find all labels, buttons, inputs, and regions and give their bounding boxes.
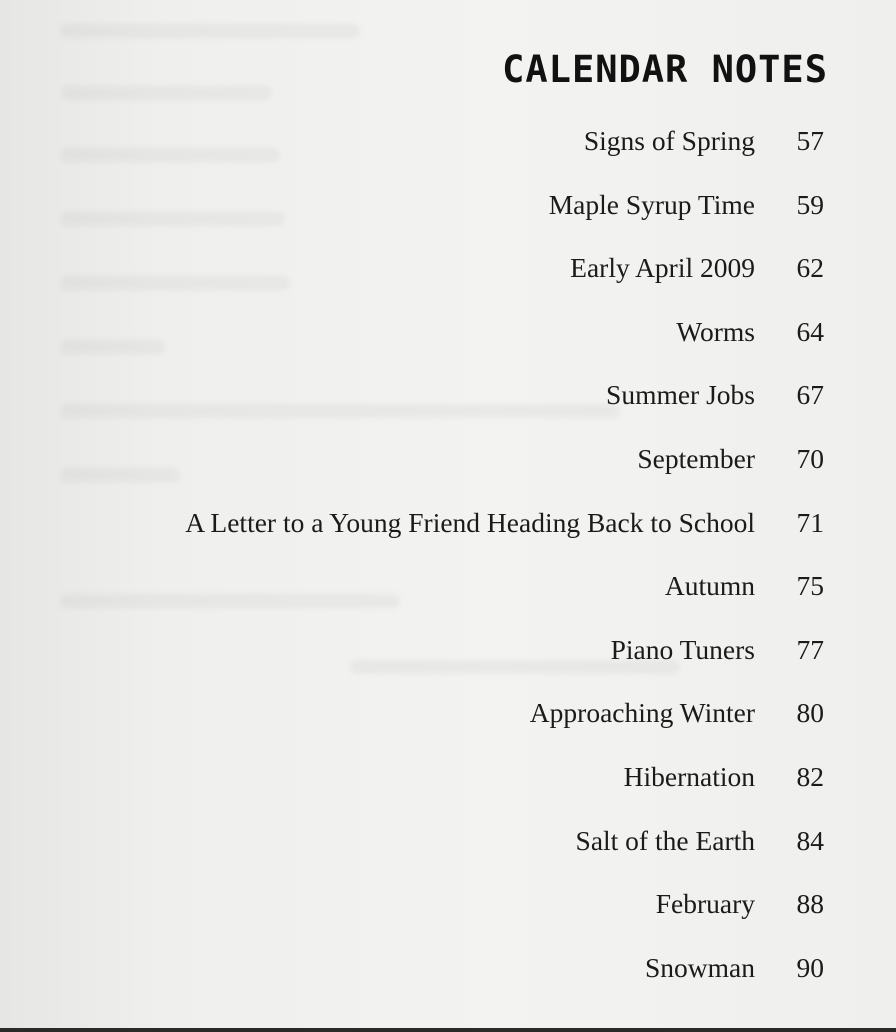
contents-entry[interactable] bbox=[185, 825, 824, 889]
entry-title: Piano Tuners bbox=[610, 633, 755, 665]
entry-page-number: 88 bbox=[796, 888, 824, 920]
entry-page-number: 75 bbox=[796, 570, 824, 602]
entry-title: Autumn bbox=[664, 570, 755, 602]
entry-page-number: 90 bbox=[796, 951, 824, 983]
contents-entry[interactable] bbox=[185, 189, 824, 253]
contents-entry[interactable] bbox=[185, 952, 824, 1016]
entry-page-number: 70 bbox=[796, 442, 824, 474]
section-heading: CALENDAR NOTES bbox=[502, 48, 828, 91]
entry-title: Hibernation bbox=[623, 760, 755, 792]
entry-page-number: 71 bbox=[796, 506, 824, 538]
entry-title: September bbox=[637, 442, 755, 474]
page-bottom-edge bbox=[0, 1028, 896, 1032]
contents-entry[interactable] bbox=[185, 443, 824, 507]
contents-entry[interactable] bbox=[185, 379, 824, 443]
entry-title: Signs of Spring bbox=[583, 125, 755, 156]
entry-page-number: 64 bbox=[796, 315, 824, 347]
contents-entry[interactable] bbox=[185, 252, 824, 316]
contents-entry[interactable] bbox=[185, 888, 824, 952]
entry-page-number: 62 bbox=[796, 252, 824, 284]
contents-entry[interactable] bbox=[185, 634, 824, 698]
entry-page-number: 57 bbox=[796, 125, 824, 156]
entry-title: A Letter to a Young Friend Heading Back to School bbox=[185, 506, 755, 538]
entry-page-number: 77 bbox=[796, 633, 824, 665]
contents-entry[interactable] bbox=[185, 761, 824, 825]
entry-page-number: 82 bbox=[796, 760, 824, 792]
contents-entry[interactable] bbox=[185, 125, 824, 189]
contents-entry[interactable] bbox=[185, 697, 824, 761]
entry-title: Approaching Winter bbox=[529, 697, 755, 729]
contents-entry[interactable] bbox=[185, 507, 824, 571]
contents-entry[interactable] bbox=[185, 316, 824, 380]
entry-title: Summer Jobs bbox=[606, 379, 755, 411]
entry-title: Worms bbox=[676, 315, 755, 347]
contents-entry[interactable] bbox=[185, 570, 824, 634]
entry-page-number: 84 bbox=[796, 824, 824, 856]
entry-title: Maple Syrup Time bbox=[548, 188, 755, 220]
entry-title: Snowman bbox=[645, 951, 755, 983]
entry-title: Early April 2009 bbox=[570, 252, 755, 284]
entry-title: Salt of the Earth bbox=[575, 824, 755, 856]
entry-page-number: 59 bbox=[796, 188, 824, 220]
entry-page-number: 80 bbox=[796, 697, 824, 729]
contents-list bbox=[185, 125, 824, 1015]
entry-title: February bbox=[655, 888, 755, 920]
entry-page-number: 67 bbox=[796, 379, 824, 411]
